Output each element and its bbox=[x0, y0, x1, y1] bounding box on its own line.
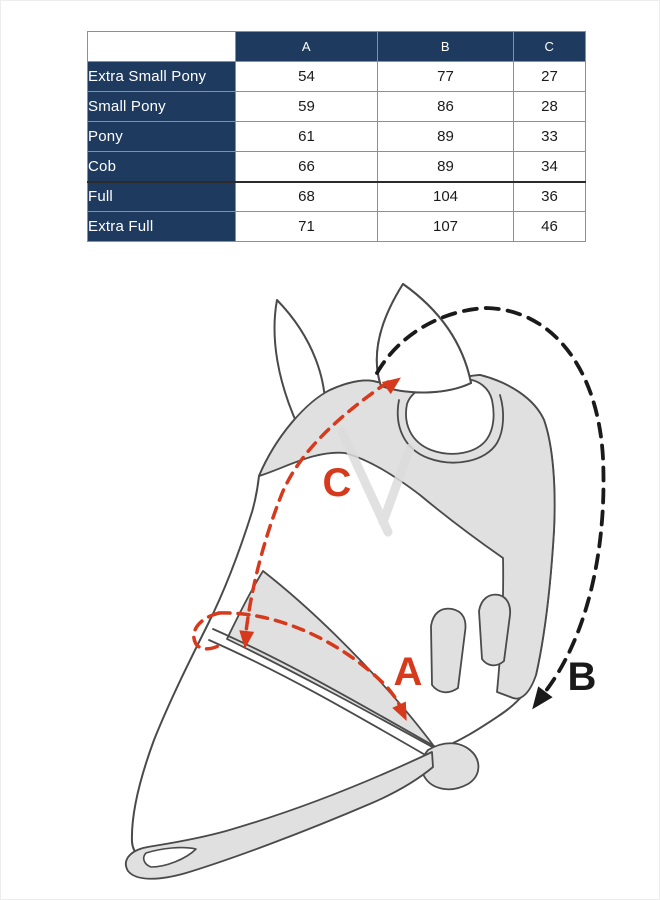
value-cell: 33 bbox=[514, 122, 586, 152]
value-cell: 46 bbox=[514, 212, 586, 242]
table-header-row bbox=[88, 32, 586, 62]
table-row bbox=[88, 62, 586, 92]
value-cell: 27 bbox=[514, 62, 586, 92]
table-row bbox=[88, 152, 586, 182]
label-a: A bbox=[393, 650, 423, 694]
value-cell: 66 bbox=[236, 152, 378, 182]
column-header-c: C bbox=[514, 32, 586, 62]
value-cell: 89 bbox=[378, 152, 514, 182]
value-cell: 89 bbox=[378, 122, 514, 152]
jaw-tab-right bbox=[479, 595, 510, 666]
value-cell: 107 bbox=[378, 212, 514, 242]
empty-corner-cell bbox=[88, 32, 236, 62]
value-cell: 36 bbox=[514, 182, 586, 212]
table-row bbox=[88, 122, 586, 152]
table-row bbox=[88, 212, 586, 242]
table-row bbox=[88, 92, 586, 122]
size-label: Small Pony bbox=[88, 92, 236, 122]
table-row bbox=[88, 182, 586, 212]
value-cell: 59 bbox=[236, 92, 378, 122]
value-cell: 104 bbox=[378, 182, 514, 212]
right-ear-front bbox=[377, 284, 471, 392]
size-label: Cob bbox=[88, 152, 236, 182]
column-header-a: A bbox=[236, 32, 378, 62]
size-label: Full bbox=[88, 182, 236, 212]
label-b: B bbox=[567, 655, 597, 699]
value-cell: 61 bbox=[236, 122, 378, 152]
size-label: Extra Small Pony bbox=[88, 62, 236, 92]
value-cell: 28 bbox=[514, 92, 586, 122]
value-cell: 77 bbox=[378, 62, 514, 92]
value-cell: 34 bbox=[514, 152, 586, 182]
size-label: Extra Full bbox=[88, 212, 236, 242]
label-c: C bbox=[322, 461, 352, 505]
size-chart-table bbox=[87, 31, 586, 242]
value-cell: 86 bbox=[378, 92, 514, 122]
size-label: Pony bbox=[88, 122, 236, 152]
value-cell: 54 bbox=[236, 62, 378, 92]
value-cell: 71 bbox=[236, 212, 378, 242]
column-header-b: B bbox=[378, 32, 514, 62]
fly-mask-measurement-diagram bbox=[0, 280, 660, 900]
value-cell: 68 bbox=[236, 182, 378, 212]
